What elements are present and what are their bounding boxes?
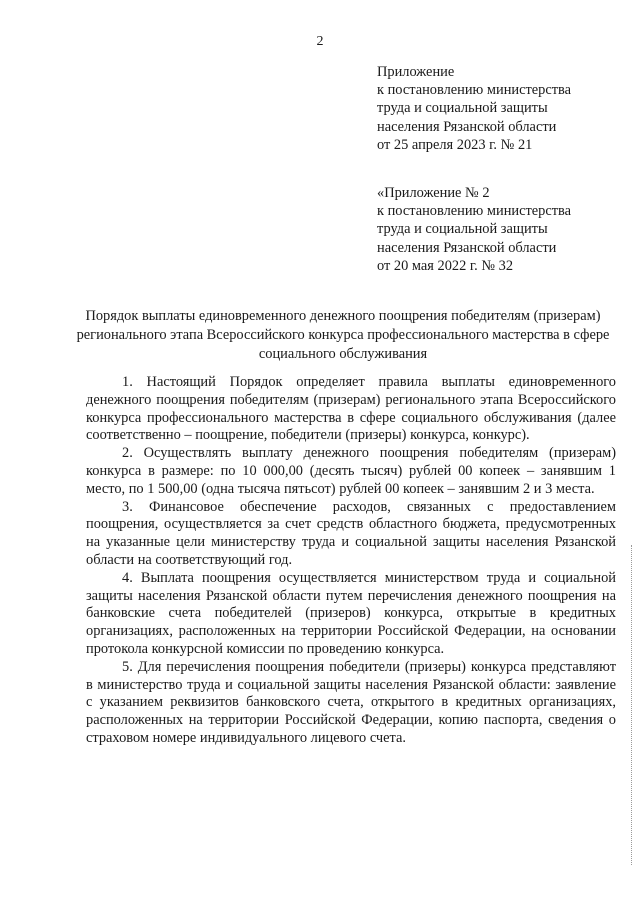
appendix-line: от 20 мая 2022 г. № 32	[377, 257, 514, 274]
paragraph-4: 4. Выплата поощрения осуществляется министерством труда и социальной защиты населения Рязанской области путем перечисления денежного поощрения на банковские счета победителей (призеров) конкурса, открытые в кредитных организациях, расположенных на территории Российской Федерации, на основании протокола конкурсной комиссии по проведению конкурса.	[86, 569, 616, 657]
appendix-heading-current	[377, 63, 617, 154]
paragraph-2: 2. Осуществлять выплату денежного поощрения победителям (призерам) конкурса в размере: по 10 000,00 (десять тысяч) рублей 00 копеек – занявшим 1 место, по 1 500,00 (одна тысяча пятьсот) рублей 00 копеек – занявшим 2 и 3 места.	[86, 445, 616, 497]
appendix-line: от 25 апреля 2023 г. № 21	[377, 136, 533, 153]
document-title: Порядок выплаты единовременного денежного поощрения победителям (призерам) регионального этапа Всероссийского конкурса профессионального мастерства в сфере социального обслуживания	[76, 308, 610, 362]
appendix-line: к постановлению министерства	[377, 203, 572, 220]
appendix-line: Приложение	[377, 64, 455, 80]
appendix-line: населения Рязанской области	[377, 118, 557, 135]
paragraph-1: 1. Настоящий Порядок определяет правила выплаты единовременного денежного поощрения победителям (призерам) регионального этапа Всероссийского конкурса профессионального мастерства в сфере социального обслуживания (далее соответственно – поощрение, победители (призеры) конкурса, конкурс).	[86, 374, 616, 444]
document-body	[86, 374, 616, 748]
appendix-line: труда и социальной защиты	[377, 221, 548, 238]
scan-margin-mark	[631, 545, 638, 865]
appendix-heading-original	[377, 184, 617, 275]
paragraph-3: 3. Финансовое обеспечение расходов, связанных с предоставлением поощрения, осуществляется за счет средств областного бюджета, предусмотренных на указанные цели министерству труда и социальной защиты населения Рязанской области на соответствующий год.	[86, 498, 616, 568]
appendix-line: населения Рязанской области	[377, 239, 557, 256]
appendix-line: «Приложение № 2	[377, 185, 490, 201]
paragraph-5: 5. Для перечисления поощрения победители (призеры) конкурса представляют в министерство труда и социальной защиты населения Рязанской области: заявление с указанием реквизитов банковского счета, открытого в кредитных организациях, расположенных на территории Российской Федерации, копию паспорта, сведения о страховом номере индивидуального лицевого счета.	[86, 658, 616, 746]
page-number: 2	[316, 34, 324, 49]
appendix-line: к постановлению министерства	[377, 82, 572, 99]
appendix-line: труда и социальной защиты	[377, 100, 548, 117]
